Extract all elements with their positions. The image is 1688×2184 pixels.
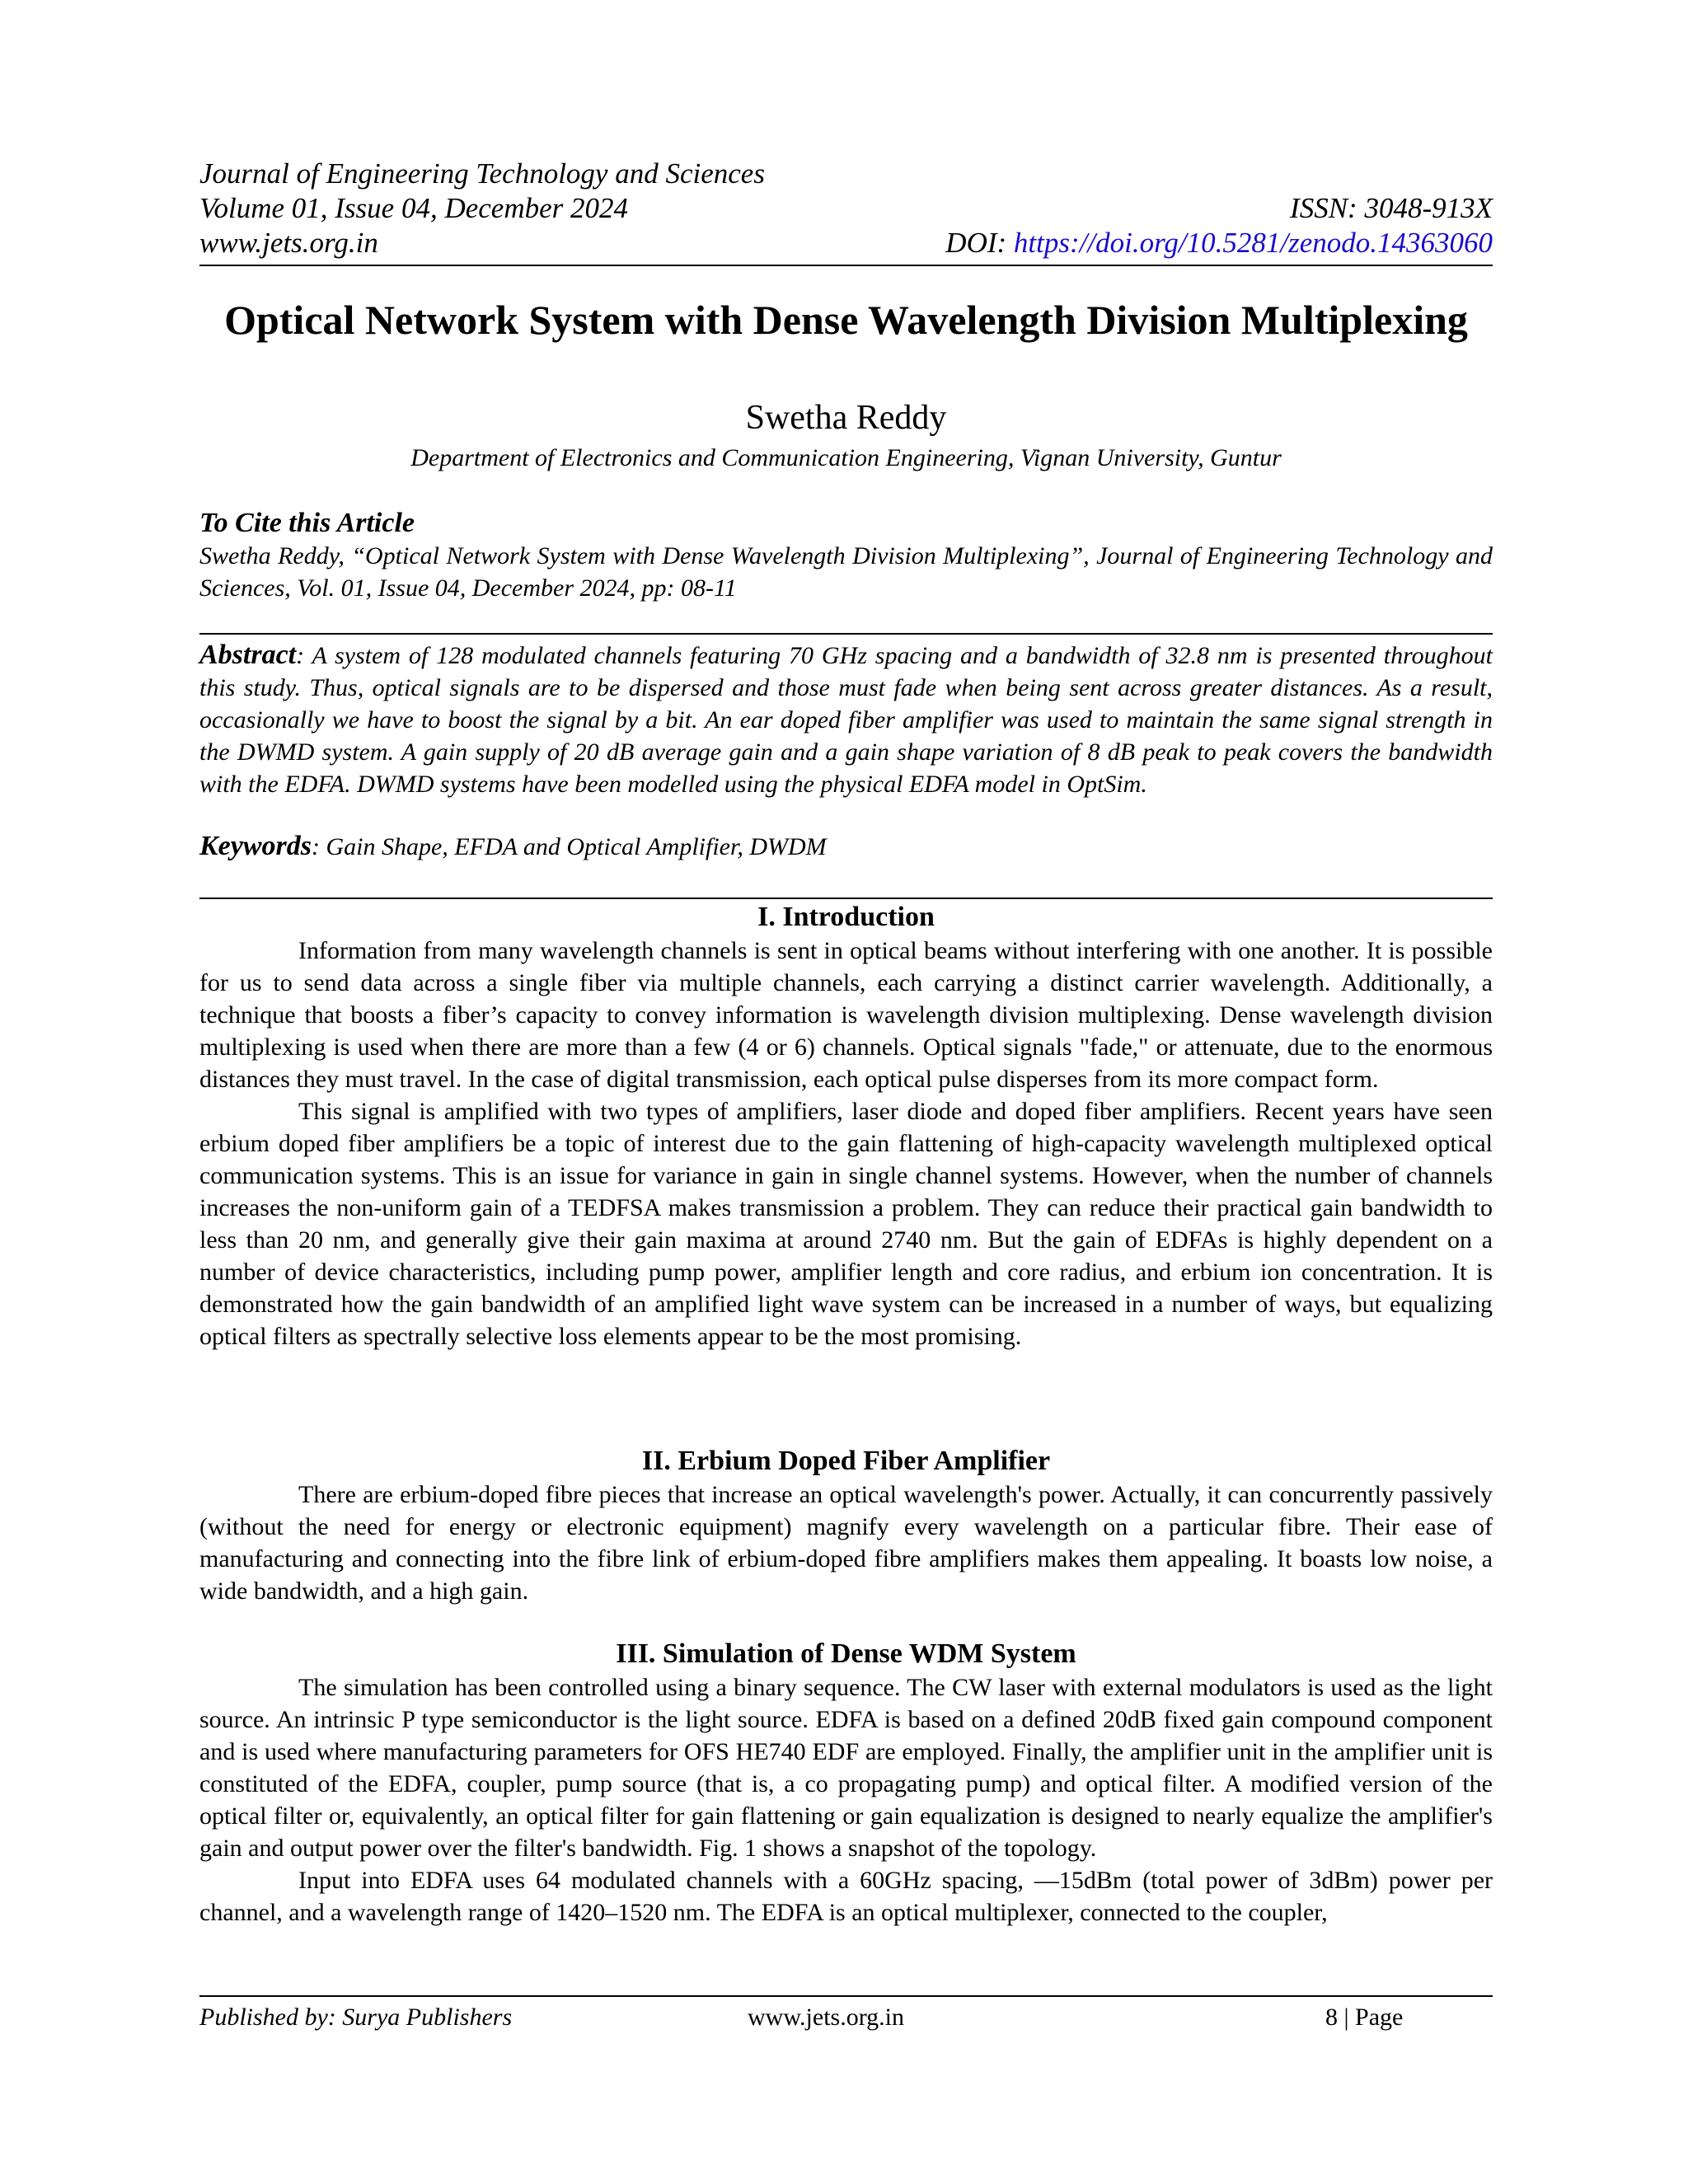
- journal-website[interactable]: www.jets.org.in: [199, 227, 378, 259]
- doi-label: DOI:: [945, 227, 1014, 259]
- header-divider: [199, 265, 1493, 266]
- journal-header: [199, 157, 1493, 260]
- doi-link[interactable]: https://doi.org/10.5281/zenodo.14363060: [1013, 227, 1493, 259]
- section-body-introduction: [199, 935, 1493, 1352]
- keywords: [199, 830, 1493, 863]
- footer-page-number: 8 | Page: [1325, 2004, 1404, 2031]
- author-name: Swetha Reddy: [745, 399, 947, 437]
- abstract-top-divider: [199, 633, 1493, 635]
- paper-title: Optical Network System with Dense Wavelength Division Multiplexing: [224, 297, 1468, 343]
- section-body-edfa: [199, 1479, 1493, 1607]
- section-heading-introduction: I. Introduction: [757, 902, 935, 932]
- paragraph: Input into EDFA uses 64 modulated channels with a 60GHz spacing, —15dBm (total power of 3dBm) power per channel, and a wavelength range of 1420–1520 nm. The EDFA is an optical multiplexer, connected to the coupler,: [199, 1867, 1493, 1926]
- author-affiliation: Department of Electronics and Communication Engineering, Vignan University, Guntur: [410, 444, 1282, 471]
- footer-website[interactable]: www.jets.org.in: [748, 2004, 904, 2031]
- cite-text: Swetha Reddy, “Optical Network System with Dense Wavelength Division Multiplexing”, Journal of Engineering Technology and Sciences, Vol. 01, Issue 04, December 2024, pp: 08-11: [199, 542, 1493, 602]
- paragraph: Information from many wavelength channels is sent in optical beams without interfering with one another. It is possible for us to send data across a single fiber via multiple channels, each carrying a distinct carrier wavelength. Additionally, a technique that boosts a fiber’s capacity to convey information is wavelength division multiplexing. Dense wavelength division multiplexing is used when there are more than a few (4 or 6) channels. Optical signals "fade," or attenuate, due to the enormous distances they must travel. In the case of digital transmission, each optical pulse disperses from its more compact form.: [199, 937, 1493, 1093]
- abstract-bottom-divider: [199, 898, 1493, 899]
- keywords-text: : Gain Shape, EFDA and Optical Amplifier, DWDM: [312, 833, 827, 860]
- abstract-label: Abstract: [199, 640, 297, 670]
- paragraph: There are erbium-doped fibre pieces that increase an optical wavelength's power. Actually, it can concurrently passively (without the need for energy or electronic equipment) magnify every wavelength on a particular fibre. Their ease of manufacturing and connecting into the fibre link of erbium-doped fibre amplifiers makes them appealing. It boasts low noise, a wide bandwidth, and a high gain.: [199, 1481, 1493, 1605]
- doi: [945, 226, 1493, 260]
- keywords-label: Keywords: [199, 831, 312, 861]
- footer-publisher: Published by: Surya Publishers: [199, 2004, 513, 2031]
- paragraph: The simulation has been controlled using a binary sequence. The CW laser with external modulators is used as the light source. An intrinsic P type semiconductor is the light source. EDFA is based on a defined 20dB fixed gain compound component and is used where manufacturing parameters for OFS HE740 EDF are employed. Finally, the amplifier unit in the amplifier unit is constituted of the EDFA, coupler, pump source (that is, a co propagating pump) and optical filter. A modified version of the optical filter or, equivalently, an optical filter for gain flattening or gain equalization is designed to nearly equalize the amplifier's gain and output power over the filter's bandwidth. Fig. 1 shows a snapshot of the topology.: [199, 1674, 1493, 1862]
- abstract: [199, 639, 1493, 800]
- section-heading-simulation: III. Simulation of Dense WDM System: [616, 1638, 1076, 1669]
- abstract-text: : A system of 128 modulated channels featuring 70 GHz spacing and a bandwidth of 32.8 nm is presented throughout this study. Thus, optical signals are to be dispersed and those must fade when being sent across greater distances. As a result, occasionally we have to boost the signal by a bit. An ear doped fiber amplifier was used to maintain the same signal strength in the DWMD system. A gain supply of 20 dB average gain and a gain shape variation of 8 dB peak to peak covers the bandwidth with the EDFA. DWMD systems have been modelled using the physical EDFA model in OptSim.: [199, 642, 1493, 798]
- cite-heading: To Cite this Article: [199, 508, 415, 538]
- section-heading-edfa: II. Erbium Doped Fiber Amplifier: [641, 1446, 1051, 1476]
- journal-name: Journal of Engineering Technology and Sciences: [199, 157, 765, 190]
- section-body-simulation: [199, 1671, 1493, 1929]
- journal-issn: ISSN: 3048-913X: [1290, 192, 1493, 224]
- footer-divider: [199, 1995, 1493, 1997]
- journal-volume: Volume 01, Issue 04, December 2024: [199, 192, 629, 224]
- paragraph: This signal is amplified with two types of amplifiers, laser diode and doped fiber amplifiers. Recent years have seen erbium doped fiber amplifiers be a topic of interest due to the gain flattening of high-capacity wavelength multiplexed optical communication systems. This is an issue for variance in gain in single channel systems. However, when the number of channels increases the non-uniform gain of a TEDFSA makes transmission a problem. They can reduce their practical gain bandwidth to less than 20 nm, and generally give their gain maxima at around 2740 nm. But the gain of EDFAs is highly dependent on a number of device characteristics, including pump power, amplifier length and core radius, and erbium ion concentration. It is demonstrated how the gain bandwidth of an amplified light wave system can be increased in a number of ways, but equalizing optical filters as spectrally selective loss elements appear to be the most promising.: [199, 1098, 1493, 1350]
